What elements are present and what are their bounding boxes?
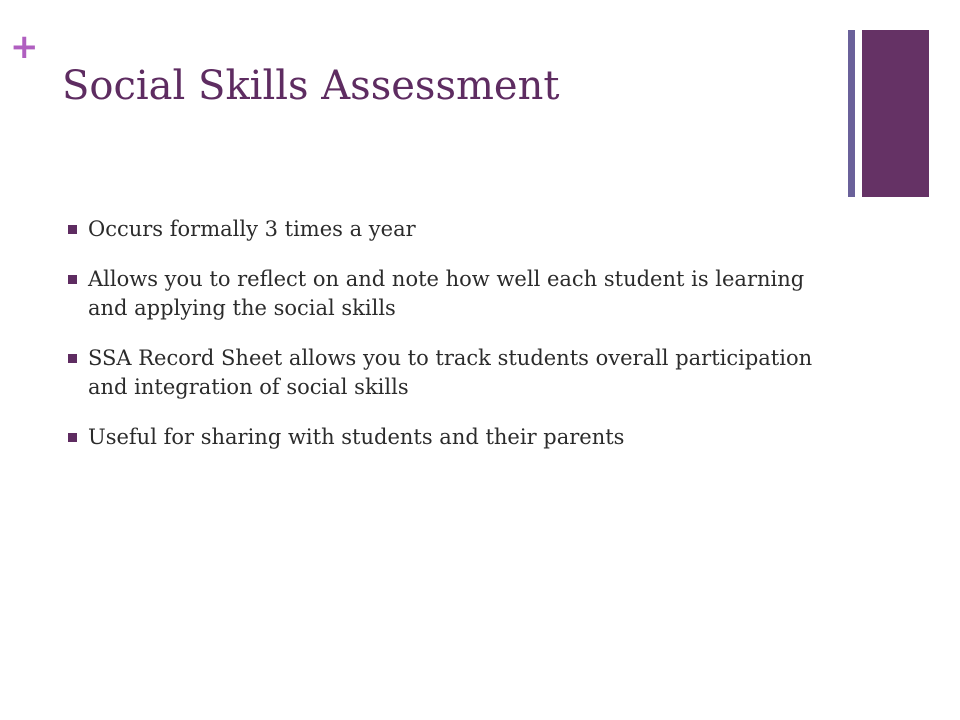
bullet-item [68,423,828,452]
bullet-list [68,215,828,473]
slide-title: Social Skills Assessment [62,63,560,109]
bullet-text: Useful for sharing with students and their parents [88,425,625,449]
bullet-square-icon [68,354,77,363]
bullet-item [68,344,828,402]
bullet-square-icon [68,275,77,284]
bullet-item [68,215,828,244]
bullet-item [68,265,828,323]
decorative-bar-thick [862,30,929,197]
plus-icon: + [10,27,39,67]
bullet-text: Occurs formally 3 times a year [88,217,416,241]
bullet-text: Allows you to reflect on and note how well each student is learning and applying the social skills [88,267,805,320]
bullet-text: SSA Record Sheet allows you to track students overall participation and integration of social skills [88,346,813,399]
bullet-square-icon [68,433,77,442]
bullet-square-icon [68,225,77,234]
decorative-bar-thin [848,30,855,197]
